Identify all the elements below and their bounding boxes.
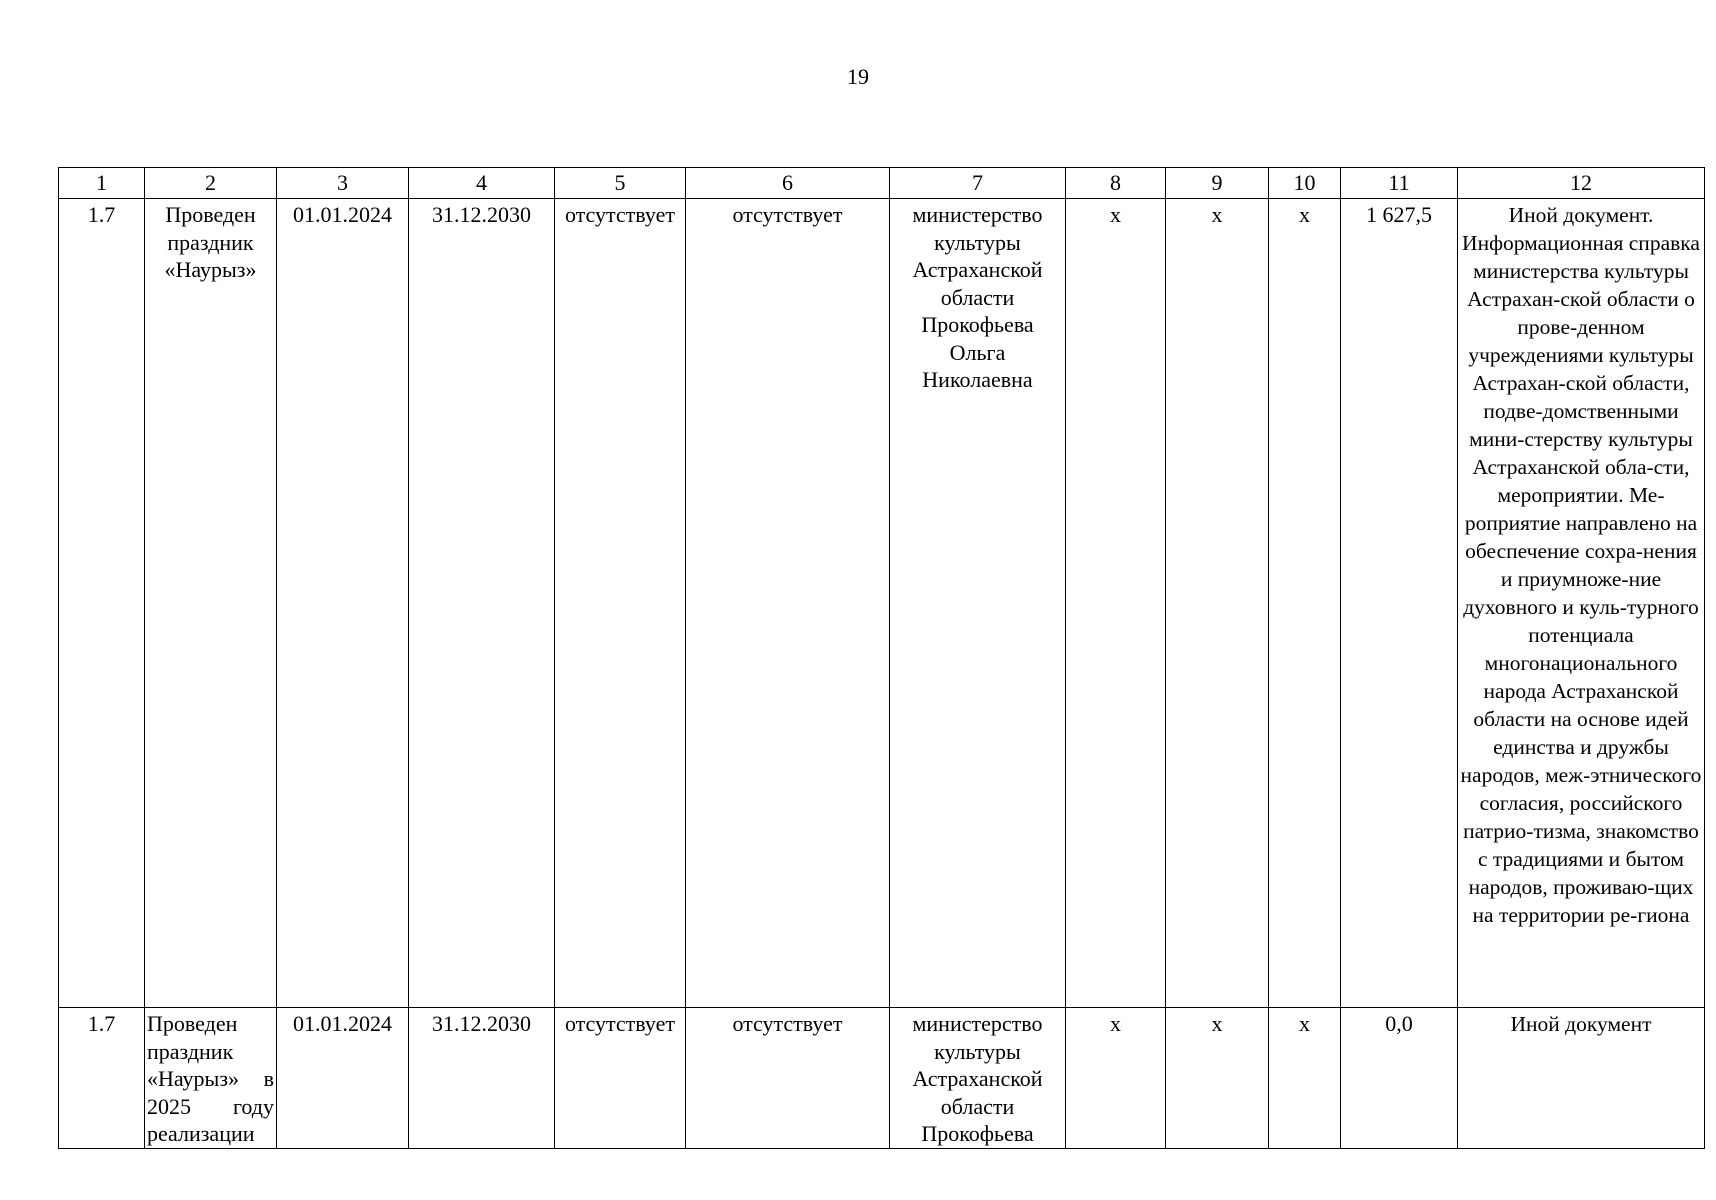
cell-number: 1.7	[59, 1008, 145, 1149]
cell-start-date: 01.01.2024	[277, 1008, 409, 1149]
cell-col5: отсутствует	[555, 199, 686, 1008]
cell-col10: х	[1269, 199, 1341, 1008]
cell-col9: х	[1166, 199, 1269, 1008]
table-row	[59, 1008, 1705, 1149]
column-header: 7	[890, 168, 1066, 199]
column-header: 4	[409, 168, 555, 199]
cell-col6: отсутствует	[686, 199, 890, 1008]
cell-amount: 1 627,5	[1341, 199, 1458, 1008]
cell-amount: 0,0	[1341, 1008, 1458, 1149]
column-header: 1	[59, 168, 145, 199]
cell-col6: отсутствует	[686, 1008, 890, 1149]
column-header: 5	[555, 168, 686, 199]
table-header-row	[59, 168, 1705, 199]
cell-col8: х	[1066, 199, 1166, 1008]
column-header: 3	[277, 168, 409, 199]
cell-document: Иной документ. Информационная справка министерства культуры Астрахан-ской области о прове-денном учреждениями культуры Астрахан-ской области, подве-домственными мини-стерству культуры Астраханской обла-сти, мероприятии. Ме-роприятие направлено на обеспечение сохра-нения и приумноже-ние духовного и куль-турного потенциала многонационального народа Астраханской области на основе идей единства и дружбы народов, меж-этнического согласия, российского патрио-тизма, знакомство с традициями и бытом народов, проживаю-щих на территории ре-гиона	[1458, 199, 1705, 1008]
table-row	[59, 199, 1705, 1008]
page-number: 19	[847, 64, 869, 89]
column-header: 8	[1066, 168, 1166, 199]
column-header: 10	[1269, 168, 1341, 199]
cell-end-date: 31.12.2030	[409, 1008, 555, 1149]
cell-col5: отсутствует	[555, 1008, 686, 1149]
column-header: 2	[145, 168, 277, 199]
data-table	[58, 167, 1705, 1149]
cell-event-name: Проведен праздник «Наурыз»	[145, 199, 277, 1008]
cell-col8: х	[1066, 1008, 1166, 1149]
column-header: 6	[686, 168, 890, 199]
cell-event-name: Проведен праздник «Наурыз» в 2025 году реализации	[145, 1008, 277, 1149]
column-header: 11	[1341, 168, 1458, 199]
cell-number: 1.7	[59, 199, 145, 1008]
cell-responsible: министерство культуры Астраханской области Прокофьева	[890, 1008, 1066, 1149]
cell-end-date: 31.12.2030	[409, 199, 555, 1008]
column-header: 9	[1166, 168, 1269, 199]
cell-document: Иной документ	[1458, 1008, 1705, 1149]
column-header: 12	[1458, 168, 1705, 199]
cell-start-date: 01.01.2024	[277, 199, 409, 1008]
cell-responsible: министерство культуры Астраханской области Прокофьева Ольга Николаевна	[890, 199, 1066, 1008]
cell-col9: х	[1166, 1008, 1269, 1149]
cell-col10: х	[1269, 1008, 1341, 1149]
